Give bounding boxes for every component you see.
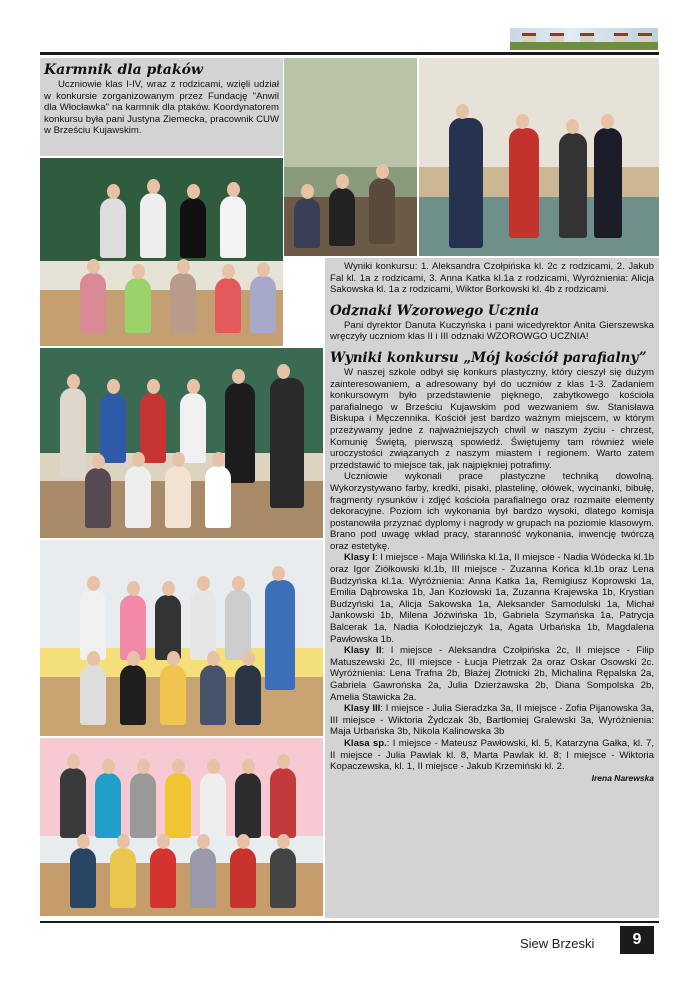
photo-feeders-hall	[284, 58, 417, 256]
footer-rule	[40, 921, 659, 923]
results-class-3: Klasy III: I miejsce - Julia Sieradzka 3a, II miejsce - Zofia Pijanowska 3a, III miejsce - Wiktoria Żydczak 3b, Bartłomiej Gralewski 3a, Wyróżnienia: Maja Urbańska 3b, Nikola Kalinowska 3b	[330, 703, 655, 738]
photo-class-group-2	[40, 348, 323, 538]
section-feeder-title: Karmnik dla ptaków	[44, 62, 203, 78]
photo-class-group-1	[40, 158, 283, 346]
author-signature: Irena Narewska	[591, 772, 654, 783]
section-contest-title: Wyniki konkursu „Mój kościół parafialny”	[330, 349, 647, 366]
photo-award-ceremony	[419, 58, 659, 256]
page-number: 9	[620, 926, 654, 954]
results-class-1: Klasy I: I miejsce - Maja Wilińska kl.1a, II miejsce - Nadia Wódecka kl.1b oraz Igor Ziółkowski kl.1b, III miejsce - Zuzanna Końca kl.1b oraz Lena Budzyńska kl.1a. Wyróżnienia: Anna Katka 1a, Remigiusz Koprowski 1a, Emilia Dąbrowska 1b, Jan Kozłowski 1a, Zuzanna Krajewska 1b, Krystian Budzyński 1a, Alicja Sakowska 1a, Aleksander Samodulski 1a, Michał Jankowski 1b, Milena Jóźwińska 1b, Gabriela Szymańska 1a, Patrycja Balcerak 1a, Nadia Kołodziejczyk 1a, Agata Urbańska 1b, Magdalena Pawłowska 1b.	[330, 552, 654, 645]
header-landscape-image	[510, 28, 658, 50]
publication-name: Siew Brzeski	[520, 936, 595, 951]
photo-class-group-4	[40, 738, 323, 916]
section-badges-body: Pani dyrektor Danuta Kuczyńska i pani wicedyrektor Anita Gierszewska wręczyły uczniom klas II i III odznaki WZOROWGO UCZNIA!	[330, 319, 654, 343]
section-contest-p1: W naszej szkole odbył się konkurs plastyczny, który cieszył się dużym zainteresowaniem, a adresowany był do uczniów z klas 1-3. Zadaniem konkursowym było przedstawienie pięknego, zabytkowego kościoła parafialnego w Brześciu Kujawskim pod wezwaniem św. Stanisława Biskupa i Męczennika. Kościół jest bardzo ważnym miejscem, w którym przeżywamy jedne z najważniejszych chwil w naszym życiu - chrzest, Komunię Świętą, pierwszą spowiedź. Świętujemy tam również wiele uroczystości związanych z naszym miastem i regionem. Warto zatem przedstawić to miejsce tak, jak najpiękniej potrafimy.	[330, 366, 654, 471]
section-contest-p2: Uczniowie wykonali prace plastyczne techniką dowolną. Wykorzystywano farby, kredki, pisaki, plastelinę, ołówek, wycinanki, bibułę, fragmenty rysunków i zdjęć kościoła parafialnego oraz rozmaite elementy dekoracyjne. Poziom ich wykonania był bardzo wysoki, dlatego komisja postanowiła przyznać dyplomy i nagrody w grupach na poziomie klasowym. Brano pod uwagę wkład pracy, staranność wykonania, inwencję twórczą oraz estetykę.	[330, 471, 654, 552]
photo-class-group-3	[40, 540, 323, 736]
results-class-2: Klasy II: I miejsce - Aleksandra Czołpińska 2c, II miejsce - Filip Matuszewski 2c, III miejsce - Łucja Pietrzak 2a oraz Oskar Osowski 2c. Wyróżnienia: Lena Trafna 2b, Błażej Złotnicki 2b, Michalina Rępalska 2a, Gabriela Gawrońska 2a, Julia Dzierżawska 2b, Diana Sompolska 2b, Amelia Stawicka 2a.	[330, 645, 654, 703]
section-feeder-results: Wyniki konkursu: 1. Aleksandra Czołpińska kl. 2c z rodzicami, 2. Jakub Fal kl. 1a z rodzicami, 3. Anna Katka kl.1a z rodzicami, Wyróżnienia: Alicja Sakowska kl. 1a z rodzicami, Wiktor Borkowski kl. 4b z rodzicami.	[330, 261, 654, 296]
section-feeder-panel	[40, 58, 283, 156]
section-feeder-body: Uczniowie klas I-IV, wraz z rodzicami, wzięli udział w konkursie zorganizowanym przez Fundację "Anwil dla Włocławka" na karmnik dla ptaków. Koordynatorem konkursu była pani Justyna Ziemecka, pracownik CUW w Brześciu Kujawskim.	[44, 79, 279, 137]
right-column-panel	[325, 258, 659, 918]
section-badges-title: Odznaki Wzorowego Ucznia	[330, 302, 540, 319]
results-class-sp: Klasa sp.: I miejsce - Mateusz Pawłowski, kl. 5, Katarzyna Gałka, kl. 7, II miejsce - Julia Pawlak kl. 8, Marta Pawlak kl. 8; I miejsce - Wiktoria Kopaczewska, kl. 1, II miejsce - Jakub Krzemiński kl. 2.	[330, 737, 654, 773]
header-rule	[40, 52, 659, 55]
